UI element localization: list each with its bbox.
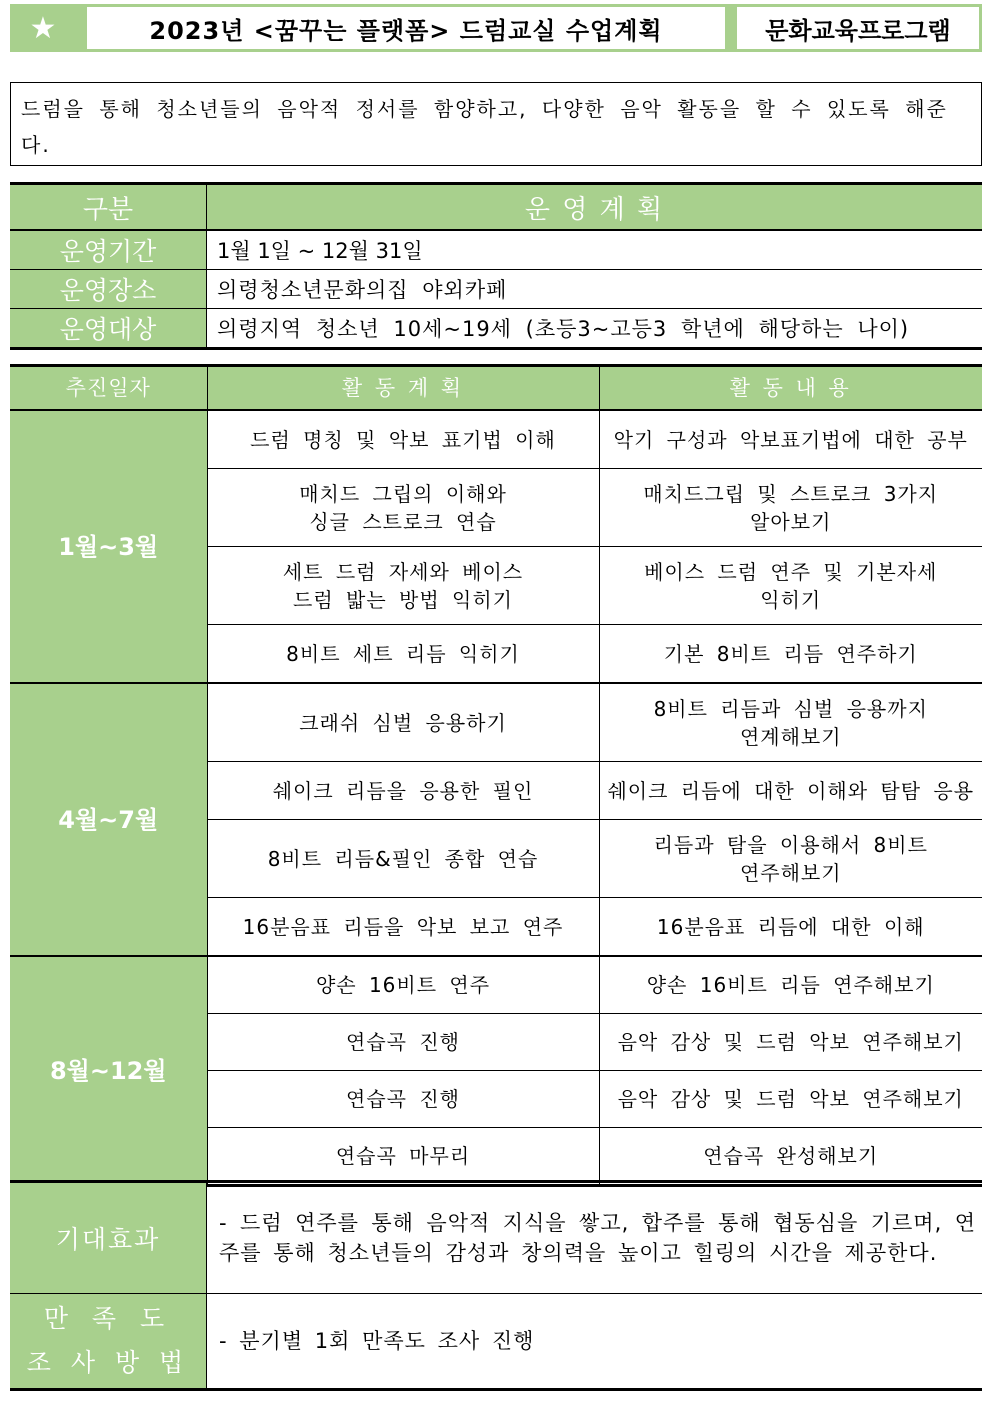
- schedule-plan: 8비트 리듬&필인 종합 연습: [207, 820, 599, 898]
- schedule-col-date: 추진일자: [10, 366, 207, 411]
- schedule-plan: 매치드 그립의 이해와 싱글 스트로크 연습: [207, 469, 599, 547]
- schedule-content: 16분음표 리듬에 대한 이해: [599, 898, 982, 957]
- overview-header-row: [10, 184, 982, 231]
- program-category: 문화교육프로그램: [734, 4, 982, 52]
- summary-label-survey-line1: 만 족 도: [43, 1304, 173, 1333]
- schedule-plan: 연습곡 진행: [207, 1014, 599, 1071]
- overview-row: [10, 270, 982, 309]
- overview-value: 의령지역 청소년 10세~19세 (초등3~고등3 학년에 해당하는 나이): [207, 309, 983, 349]
- schedule-content: 쉐이크 리듬에 대한 이해와 탐탐 응용: [599, 762, 982, 820]
- overview-table: [10, 182, 982, 350]
- schedule-content: 양손 16비트 리듬 연주해보기: [599, 956, 982, 1014]
- schedule-col-content: 활 동 내 용: [599, 366, 982, 411]
- schedule-content: 매치드그립 및 스트로크 3가지 알아보기: [599, 469, 982, 547]
- overview-row: [10, 309, 982, 349]
- summary-row: [10, 1294, 982, 1390]
- schedule-period: 1월~3월: [10, 410, 207, 683]
- schedule-content: 악기 구성과 악보표기법에 대한 공부: [599, 410, 982, 469]
- schedule-col-plan: 활 동 계 획: [207, 366, 599, 411]
- schedule-plan: 8비트 세트 리듬 익히기: [207, 625, 599, 684]
- summary-value-survey: - 분기별 1회 만족도 조사 진행: [219, 1329, 535, 1353]
- overview-col-label: 구분: [10, 184, 207, 231]
- overview-label: 운영장소: [10, 270, 207, 309]
- summary-label-survey: [10, 1294, 207, 1390]
- document-header: [10, 4, 982, 52]
- schedule-content: 리듬과 탐을 이용해서 8비트 연주해보기: [599, 820, 982, 898]
- schedule-content: 베이스 드럼 연주 및 기본자세 익히기: [599, 547, 982, 625]
- overview-row: [10, 230, 982, 270]
- summary-label-survey-line2: 조 사 방 법: [26, 1348, 190, 1377]
- schedule-row: [10, 956, 982, 1014]
- schedule-content: 음악 감상 및 드럼 악보 연주해보기: [599, 1071, 982, 1128]
- schedule-plan: 16분음표 리듬을 악보 보고 연주: [207, 898, 599, 957]
- summary-value-effect: - 드럼 연주를 통해 음악적 지식을 쌓고, 합주를 통해 협동심을 기르며, 연주를 통해 청소년들의 감성과 창의력을 높이고 힐링의 시간을 제공한다.: [207, 1182, 983, 1294]
- schedule-content: 8비트 리듬과 심벌 응용까지 연계해보기: [599, 683, 982, 762]
- schedule-row: [10, 683, 982, 762]
- overview-value: 1월 1일 ~ 12월 31일: [207, 230, 983, 270]
- intro-text: 드럼을 통해 청소년들의 음악적 정서를 함양하고, 다양한 음악 활동을 할 수 있도록 해준다.: [10, 82, 982, 166]
- star-icon: ★: [10, 4, 76, 52]
- overview-label: 운영기간: [10, 230, 207, 270]
- schedule-table: [10, 364, 982, 1187]
- schedule-period: 8월~12월: [10, 956, 207, 1186]
- schedule-plan: 양손 16비트 연주: [207, 956, 599, 1014]
- schedule-plan: 세트 드럼 자세와 베이스 드럼 밟는 방법 익히기: [207, 547, 599, 625]
- header-separator: [76, 4, 84, 52]
- overview-col-value: 운 영 계 획: [207, 184, 983, 231]
- summary-label-effect: 기대효과: [10, 1182, 207, 1294]
- schedule-plan: 쉐이크 리듬을 응용한 필인: [207, 762, 599, 820]
- schedule-plan: 크래쉬 심벌 응용하기: [207, 683, 599, 762]
- overview-label: 운영대상: [10, 309, 207, 349]
- schedule-header-row: [10, 366, 982, 411]
- summary-row: [10, 1182, 982, 1294]
- schedule-content: 음악 감상 및 드럼 악보 연주해보기: [599, 1014, 982, 1071]
- schedule-period: 4월~7월: [10, 683, 207, 956]
- schedule-plan: 드럼 명칭 및 악보 표기법 이해: [207, 410, 599, 469]
- summary-table: [10, 1180, 982, 1391]
- schedule-plan: 연습곡 진행: [207, 1071, 599, 1128]
- overview-value: 의령청소년문화의집 야외카페: [207, 270, 983, 309]
- schedule-plan: 연습곡 마무리: [207, 1128, 599, 1186]
- document-title: 2023년 <꿈꾸는 플랫폼> 드럼교실 수업계획: [84, 4, 728, 52]
- schedule-content: 기본 8비트 리듬 연주하기: [599, 625, 982, 684]
- schedule-row: [10, 410, 982, 469]
- schedule-content: 연습곡 완성해보기: [599, 1128, 982, 1186]
